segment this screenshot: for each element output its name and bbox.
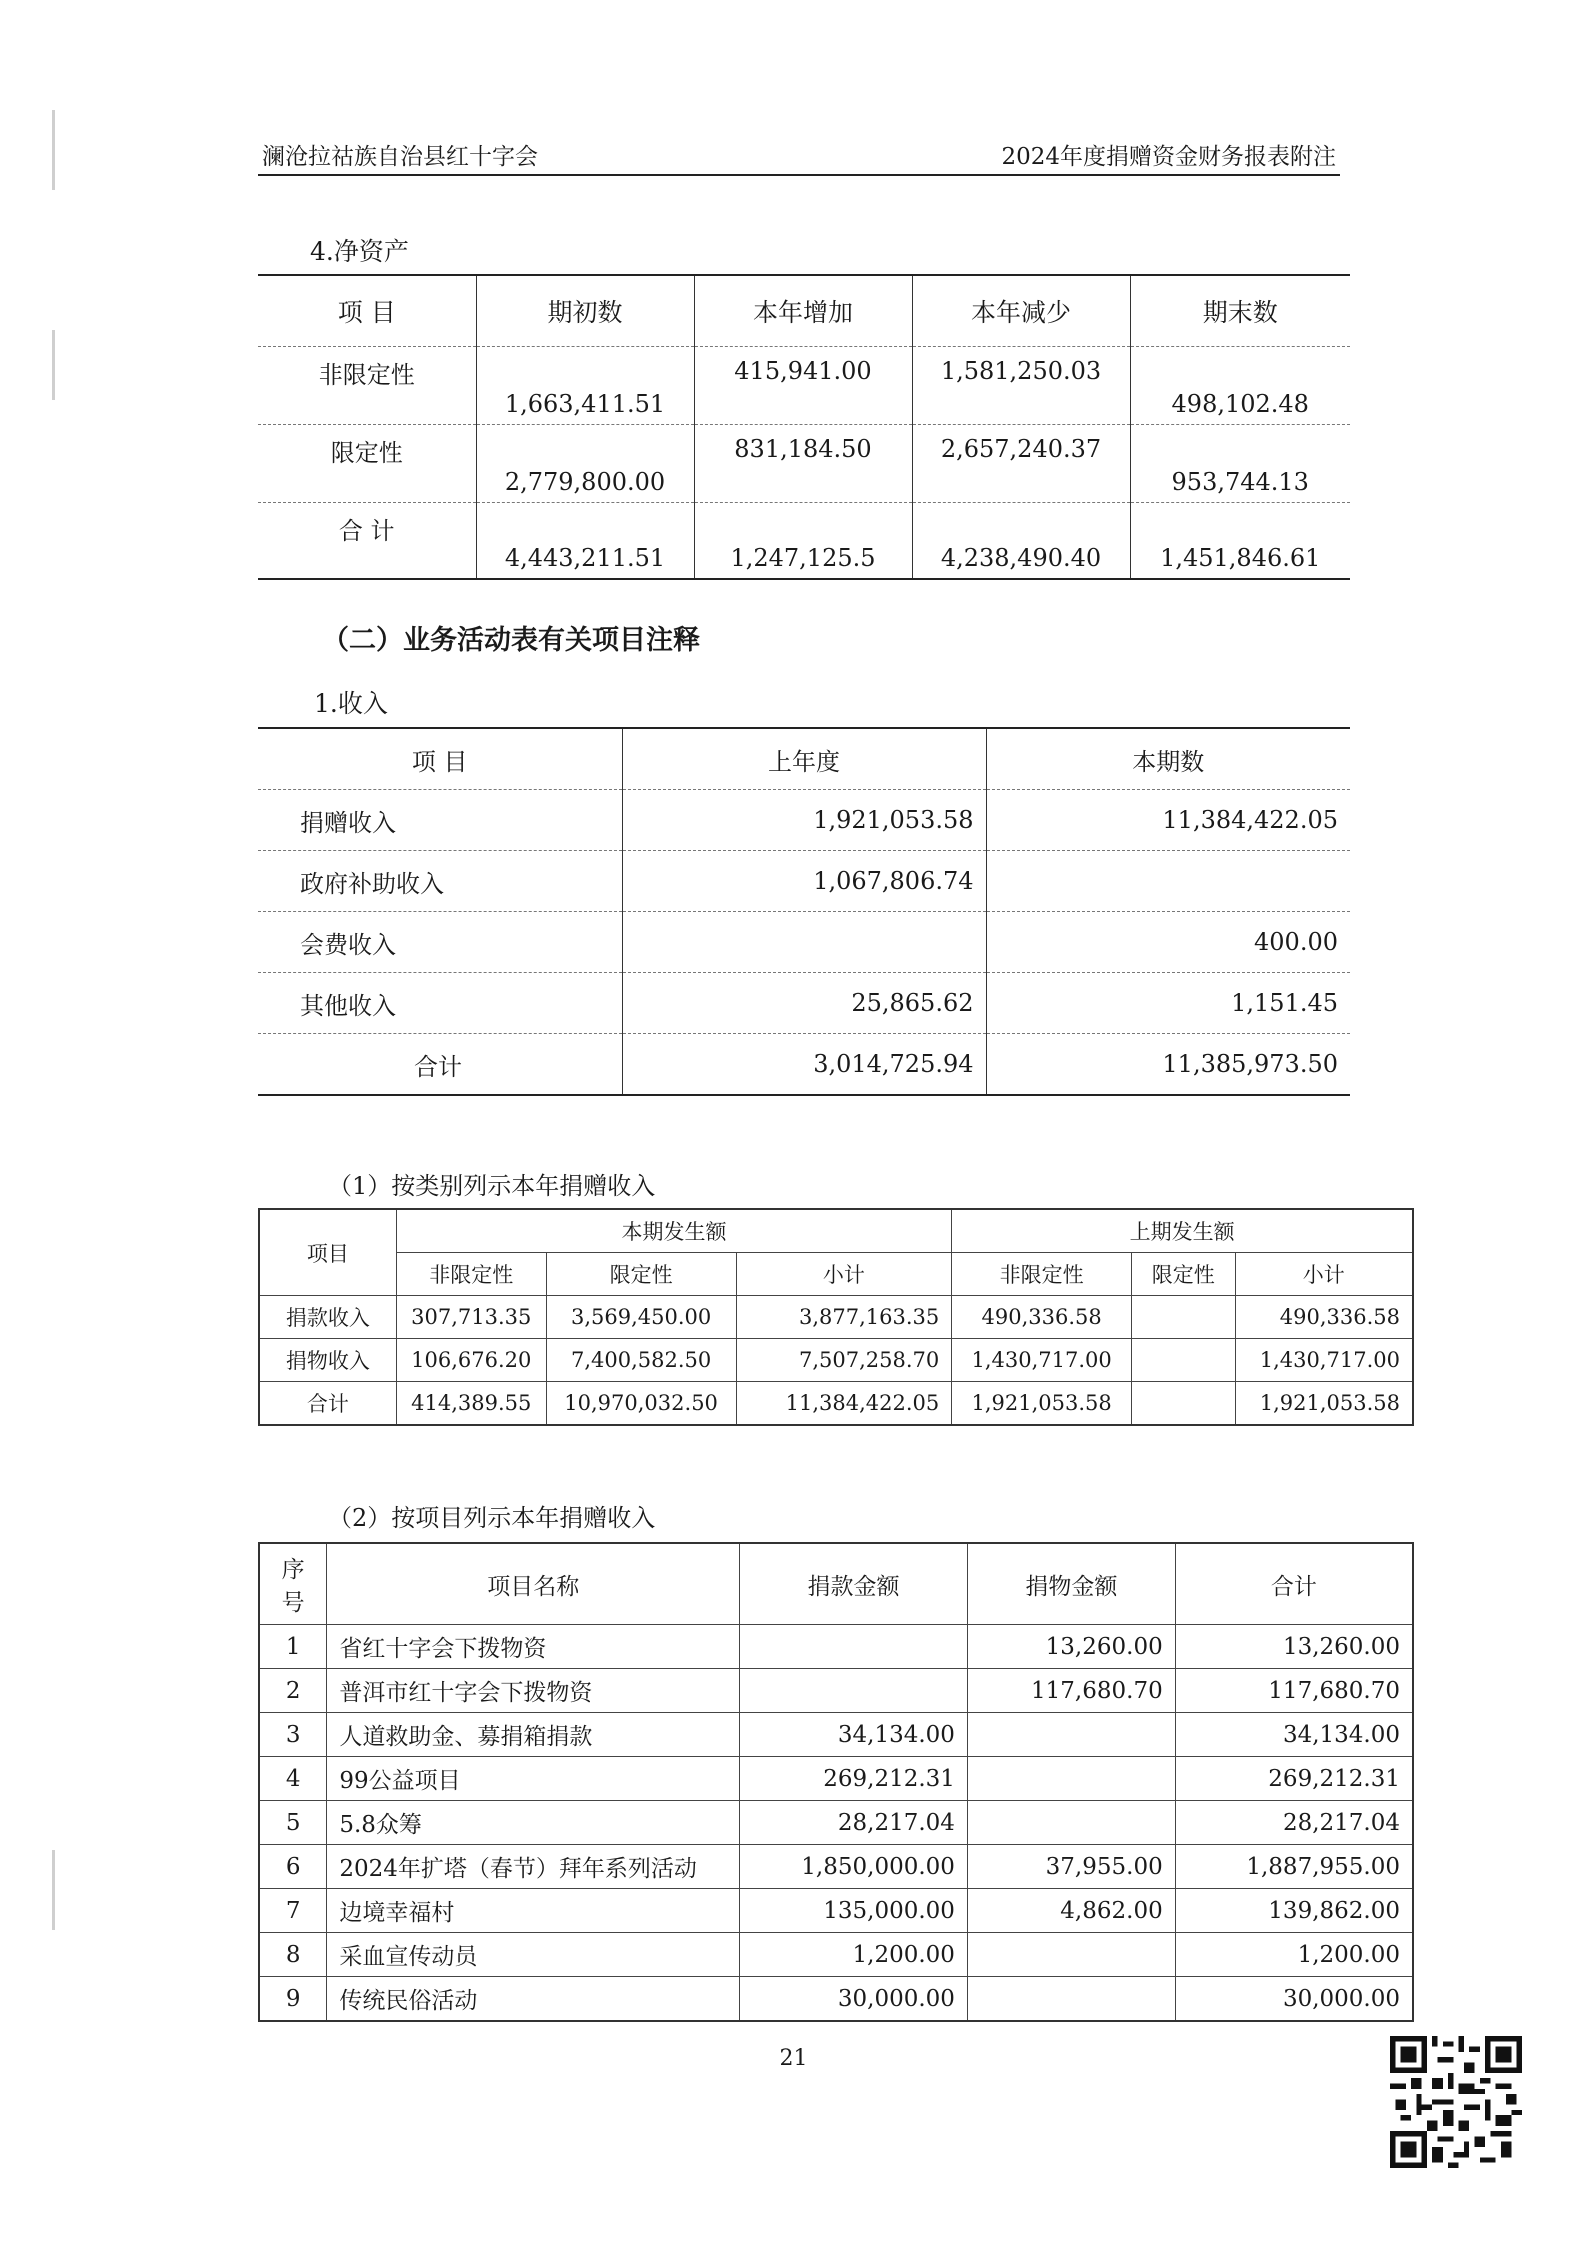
column-header: 项目名称 xyxy=(327,1543,740,1625)
row-label: 捐物收入 xyxy=(259,1339,396,1382)
donation-by-category-table xyxy=(258,1208,1414,1426)
table-row xyxy=(259,1382,1413,1426)
cell-goods xyxy=(967,1933,1175,1977)
table-row xyxy=(258,1034,1350,1096)
table-cell: 1,921,053.58 xyxy=(1235,1382,1413,1426)
row-label: 合计 xyxy=(258,1034,622,1096)
table-row xyxy=(258,851,1350,912)
table-row xyxy=(259,1669,1413,1713)
cell-total: 34,134.00 xyxy=(1175,1713,1413,1757)
column-header-no xyxy=(259,1543,327,1625)
cell-total: 117,680.70 xyxy=(1175,1669,1413,1713)
table-cell: 7,400,582.50 xyxy=(546,1339,736,1382)
table-header-row xyxy=(259,1209,1413,1253)
cell-no: 3 xyxy=(259,1713,327,1757)
cell-previous-year: 1,067,806.74 xyxy=(622,851,986,912)
table-cell: 414,389.55 xyxy=(396,1382,546,1426)
cell-project-name: 人道救助金、募捐箱捐款 xyxy=(327,1713,740,1757)
cell-no: 2 xyxy=(259,1669,327,1713)
cell-closing: 498,102.48 xyxy=(1130,347,1350,425)
cell-no: 6 xyxy=(259,1845,327,1889)
column-header: 项目 xyxy=(259,1209,396,1296)
table-row xyxy=(259,1889,1413,1933)
scan-margin-mark xyxy=(52,330,55,400)
table-row xyxy=(258,790,1350,851)
cell-total: 28,217.04 xyxy=(1175,1801,1413,1845)
column-header: 小计 xyxy=(1235,1253,1413,1296)
column-header: 本年减少 xyxy=(912,275,1130,347)
table-cell: 1,430,717.00 xyxy=(952,1339,1132,1382)
table-row xyxy=(258,503,1350,580)
cell-increase: 831,184.50 xyxy=(694,425,912,503)
cell-goods xyxy=(967,1713,1175,1757)
cell-current-period xyxy=(986,851,1350,912)
cell-cash: 1,850,000.00 xyxy=(740,1845,968,1889)
column-header: 项 目 xyxy=(258,275,476,347)
column-header: 本年增加 xyxy=(694,275,912,347)
table-cell xyxy=(1132,1339,1236,1382)
cell-current-period: 1,151.45 xyxy=(986,973,1350,1034)
cell-cash: 1,200.00 xyxy=(740,1933,968,1977)
header-report-title: 2024年度捐赠资金财务报表附注 xyxy=(1001,144,1336,170)
table-header-row xyxy=(258,728,1350,790)
column-header: 期末数 xyxy=(1130,275,1350,347)
column-group-header: 本期发生额 xyxy=(396,1209,951,1253)
column-header: 期初数 xyxy=(476,275,694,347)
table-header-row xyxy=(258,275,1350,347)
table-row xyxy=(258,912,1350,973)
cell-cash: 30,000.00 xyxy=(740,1977,968,2022)
table-cell: 490,336.58 xyxy=(952,1296,1132,1339)
table-row xyxy=(259,1625,1413,1669)
column-header: 限定性 xyxy=(546,1253,736,1296)
table-row xyxy=(259,1339,1413,1382)
cell-no: 7 xyxy=(259,1889,327,1933)
table-row xyxy=(259,1977,1413,2022)
by-project-title: （2）按项目列示本年捐赠收入 xyxy=(328,1504,656,1532)
scan-margin-mark xyxy=(52,110,55,190)
column-header: 捐款金额 xyxy=(740,1543,968,1625)
income-table xyxy=(258,727,1350,1096)
table-cell: 1,921,053.58 xyxy=(952,1382,1132,1426)
cell-goods: 4,862.00 xyxy=(967,1889,1175,1933)
table-cell: 10,970,032.50 xyxy=(546,1382,736,1426)
table-cell: 106,676.20 xyxy=(396,1339,546,1382)
cell-total: 269,212.31 xyxy=(1175,1757,1413,1801)
cell-project-name: 5.8众筹 xyxy=(327,1801,740,1845)
cell-opening: 1,663,411.51 xyxy=(476,347,694,425)
table-row xyxy=(259,1801,1413,1845)
net-assets-title: 4.净资产 xyxy=(310,237,409,266)
cell-project-name: 普洱市红十字会下拨物资 xyxy=(327,1669,740,1713)
table-cell: 307,713.35 xyxy=(396,1296,546,1339)
cell-cash xyxy=(740,1625,968,1669)
row-label: 其他收入 xyxy=(258,973,622,1034)
column-header: 项 目 xyxy=(258,728,622,790)
cell-project-name: 2024年扩塔（春节）拜年系列活动 xyxy=(327,1845,740,1889)
row-label: 非限定性 xyxy=(258,347,476,425)
row-label: 合计 xyxy=(259,1382,396,1426)
income-title: 1.收入 xyxy=(314,689,388,718)
column-header-no-line1: 序 xyxy=(281,1557,305,1583)
table-row xyxy=(259,1845,1413,1889)
cell-project-name: 省红十字会下拨物资 xyxy=(327,1625,740,1669)
column-group-header: 上期发生额 xyxy=(952,1209,1413,1253)
cell-increase: 415,941.00 xyxy=(694,347,912,425)
cell-project-name: 99公益项目 xyxy=(327,1757,740,1801)
cell-project-name: 边境幸福村 xyxy=(327,1889,740,1933)
row-label: 合 计 xyxy=(258,503,476,580)
cell-current-period: 11,385,973.50 xyxy=(986,1034,1350,1096)
cell-goods: 117,680.70 xyxy=(967,1669,1175,1713)
column-header-no-line2: 号 xyxy=(281,1590,305,1616)
cell-total: 1,887,955.00 xyxy=(1175,1845,1413,1889)
cell-current-period: 11,384,422.05 xyxy=(986,790,1350,851)
column-header: 本期数 xyxy=(986,728,1350,790)
column-header: 合计 xyxy=(1175,1543,1413,1625)
cell-increase: 1,247,125.5 xyxy=(694,503,912,580)
cell-goods xyxy=(967,1801,1175,1845)
cell-current-period: 400.00 xyxy=(986,912,1350,973)
cell-goods: 37,955.00 xyxy=(967,1845,1175,1889)
table-row xyxy=(259,1757,1413,1801)
cell-total: 13,260.00 xyxy=(1175,1625,1413,1669)
row-label: 捐款收入 xyxy=(259,1296,396,1339)
cell-decrease: 4,238,490.40 xyxy=(912,503,1130,580)
cell-decrease: 2,657,240.37 xyxy=(912,425,1130,503)
table-row xyxy=(259,1933,1413,1977)
cell-project-name: 传统民俗活动 xyxy=(327,1977,740,2022)
cell-closing: 1,451,846.61 xyxy=(1130,503,1350,580)
cell-cash: 34,134.00 xyxy=(740,1713,968,1757)
column-header: 非限定性 xyxy=(952,1253,1132,1296)
cell-opening: 4,443,211.51 xyxy=(476,503,694,580)
row-label: 捐赠收入 xyxy=(258,790,622,851)
cell-project-name: 采血宣传动员 xyxy=(327,1933,740,1977)
cell-no: 8 xyxy=(259,1933,327,1977)
cell-total: 139,862.00 xyxy=(1175,1889,1413,1933)
column-header: 小计 xyxy=(736,1253,952,1296)
cell-previous-year: 1,921,053.58 xyxy=(622,790,986,851)
cell-closing: 953,744.13 xyxy=(1130,425,1350,503)
page-number: 21 xyxy=(779,2046,808,2071)
row-label: 会费收入 xyxy=(258,912,622,973)
table-cell: 3,569,450.00 xyxy=(546,1296,736,1339)
row-label: 限定性 xyxy=(258,425,476,503)
row-label: 政府补助收入 xyxy=(258,851,622,912)
column-header: 限定性 xyxy=(1132,1253,1236,1296)
table-header-row xyxy=(259,1253,1413,1296)
cell-no: 5 xyxy=(259,1801,327,1845)
table-cell: 3,877,163.35 xyxy=(736,1296,952,1339)
net-assets-table xyxy=(258,274,1350,580)
cell-goods xyxy=(967,1757,1175,1801)
cell-goods: 13,260.00 xyxy=(967,1625,1175,1669)
table-row xyxy=(259,1713,1413,1757)
page-header xyxy=(258,138,1340,176)
cell-decrease: 1,581,250.03 xyxy=(912,347,1130,425)
cell-no: 9 xyxy=(259,1977,327,2022)
cell-previous-year: 3,014,725.94 xyxy=(622,1034,986,1096)
cell-opening: 2,779,800.00 xyxy=(476,425,694,503)
table-cell: 1,430,717.00 xyxy=(1235,1339,1413,1382)
column-header: 非限定性 xyxy=(396,1253,546,1296)
table-cell: 490,336.58 xyxy=(1235,1296,1413,1339)
column-header: 上年度 xyxy=(622,728,986,790)
cell-no: 1 xyxy=(259,1625,327,1669)
section-2-title: （二）业务活动表有关项目注释 xyxy=(322,625,700,656)
table-header-row xyxy=(259,1543,1413,1625)
qr-code-icon xyxy=(1390,2036,1522,2168)
by-category-title: （1）按类别列示本年捐赠收入 xyxy=(328,1172,656,1200)
scan-margin-mark xyxy=(52,1850,55,1930)
table-row xyxy=(258,973,1350,1034)
table-cell xyxy=(1132,1382,1236,1426)
cell-total: 30,000.00 xyxy=(1175,1977,1413,2022)
table-cell: 11,384,422.05 xyxy=(736,1382,952,1426)
cell-cash: 28,217.04 xyxy=(740,1801,968,1845)
cell-cash: 135,000.00 xyxy=(740,1889,968,1933)
header-organization: 澜沧拉祜族自治县红十字会 xyxy=(262,144,538,170)
cell-cash: 269,212.31 xyxy=(740,1757,968,1801)
cell-previous-year xyxy=(622,912,986,973)
table-row xyxy=(258,425,1350,503)
cell-cash xyxy=(740,1669,968,1713)
donation-by-project-table xyxy=(258,1542,1414,2022)
table-cell: 7,507,258.70 xyxy=(736,1339,952,1382)
cell-previous-year: 25,865.62 xyxy=(622,973,986,1034)
table-cell xyxy=(1132,1296,1236,1339)
cell-total: 1,200.00 xyxy=(1175,1933,1413,1977)
table-row xyxy=(258,347,1350,425)
cell-goods xyxy=(967,1977,1175,2022)
column-header: 捐物金额 xyxy=(967,1543,1175,1625)
cell-no: 4 xyxy=(259,1757,327,1801)
table-row xyxy=(259,1296,1413,1339)
